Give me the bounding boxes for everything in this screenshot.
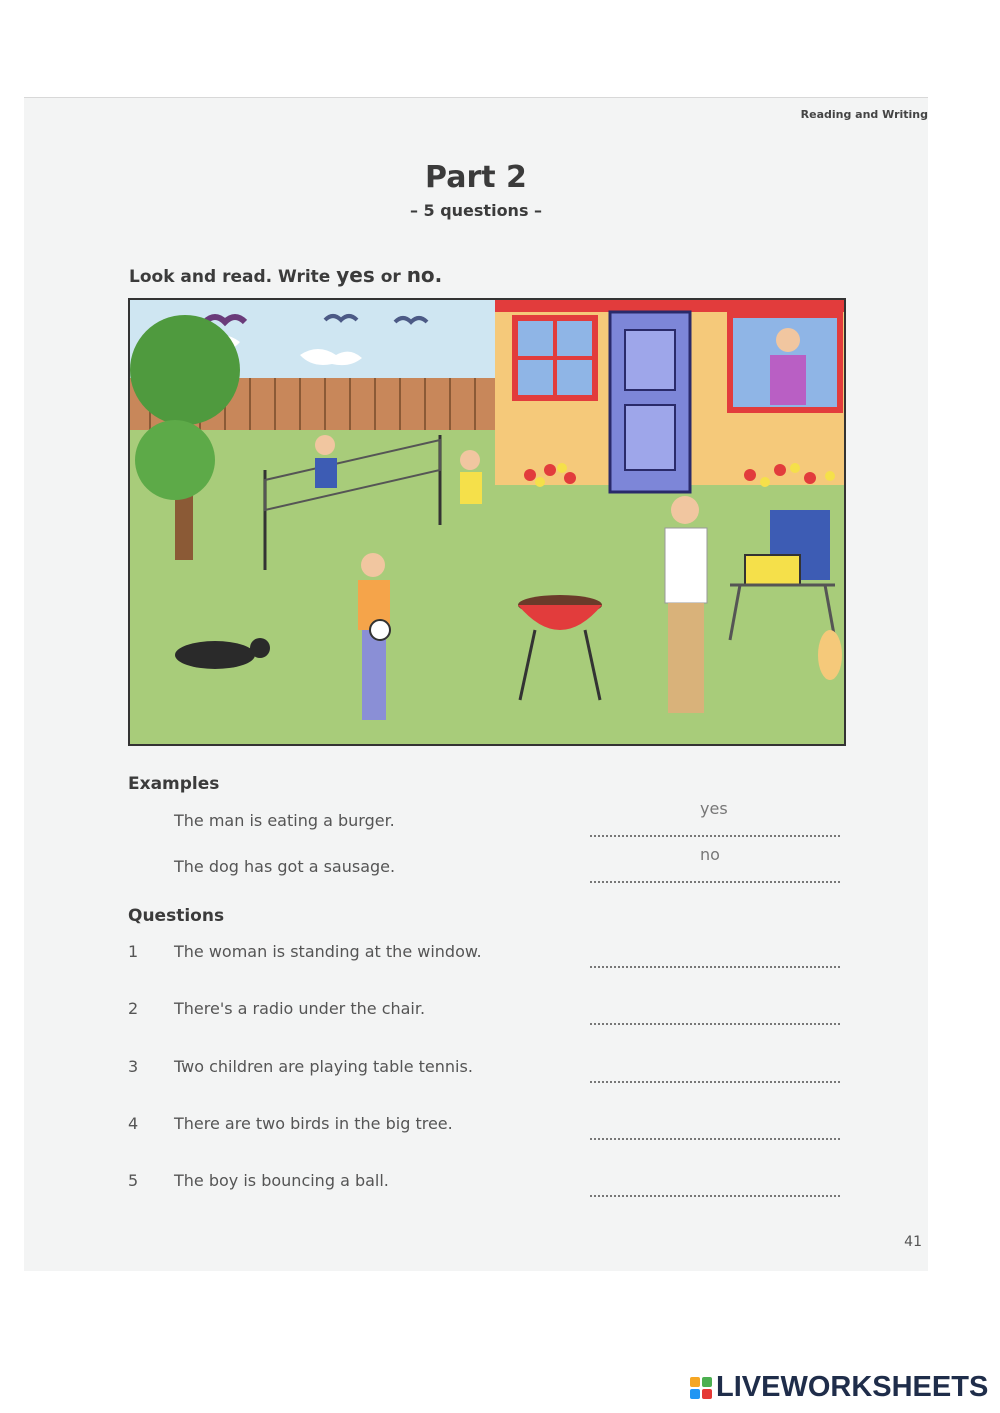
instruction [129,263,442,287]
question-number: 1 [128,942,139,961]
logo-tile [702,1377,712,1387]
question-sentence: There are two birds in the big tree. [174,1114,453,1133]
logo-tile [690,1377,700,1387]
question-row [128,1112,840,1140]
question-row [128,1169,840,1197]
garden-scene-illustration [128,298,846,746]
question-number: 3 [128,1057,139,1076]
answer-field-1[interactable] [590,940,840,968]
example-sentence: The dog has got a sausage. [174,857,396,876]
worksheet-page [24,97,928,1271]
question-sentence: The boy is bouncing a ball. [174,1171,389,1190]
example-sentence: The man is eating a burger. [174,811,395,830]
page-number: 41 [904,1234,922,1250]
question-number: 4 [128,1114,139,1133]
question-row [128,940,840,968]
questions-heading: Questions [128,906,225,926]
example-answer-text: yes [700,799,728,818]
question-row [128,1055,840,1083]
answer-field-5[interactable] [590,1169,840,1197]
liveworksheets-brand [690,1371,988,1404]
question-row [128,997,840,1025]
example-answer-field [590,845,840,883]
part-subtitle: – 5 questions – [409,201,543,220]
answer-field-4[interactable] [590,1112,840,1140]
section-label: Reading and Writing [800,108,928,121]
example-row [128,799,840,837]
instruction-yes-word: yes [336,263,375,287]
brand-name: LIVEWORKSHEETS [716,1371,989,1403]
question-number: 5 [128,1171,139,1190]
instruction-no-word: no. [406,263,443,287]
examples-heading: Examples [128,774,220,794]
question-sentence: Two children are playing table tennis. [174,1057,473,1076]
question-number: 2 [128,999,139,1018]
logo-tile [690,1389,700,1399]
answer-field-2[interactable] [590,997,840,1025]
logo-tile [702,1389,712,1399]
part-title: Part 2 [425,160,527,195]
example-row [128,845,840,883]
question-sentence: The woman is standing at the window. [174,942,482,961]
example-answer-text: no [700,845,720,864]
answer-field-3[interactable] [590,1055,840,1083]
liveworksheets-logo-icon [690,1377,712,1399]
question-sentence: There's a radio under the chair. [174,999,426,1018]
example-answer-field [590,799,840,837]
instruction-prefix: Look and read. Write [129,267,331,287]
instruction-or-word: or [380,267,401,287]
garden-scene-drawing [130,300,844,744]
